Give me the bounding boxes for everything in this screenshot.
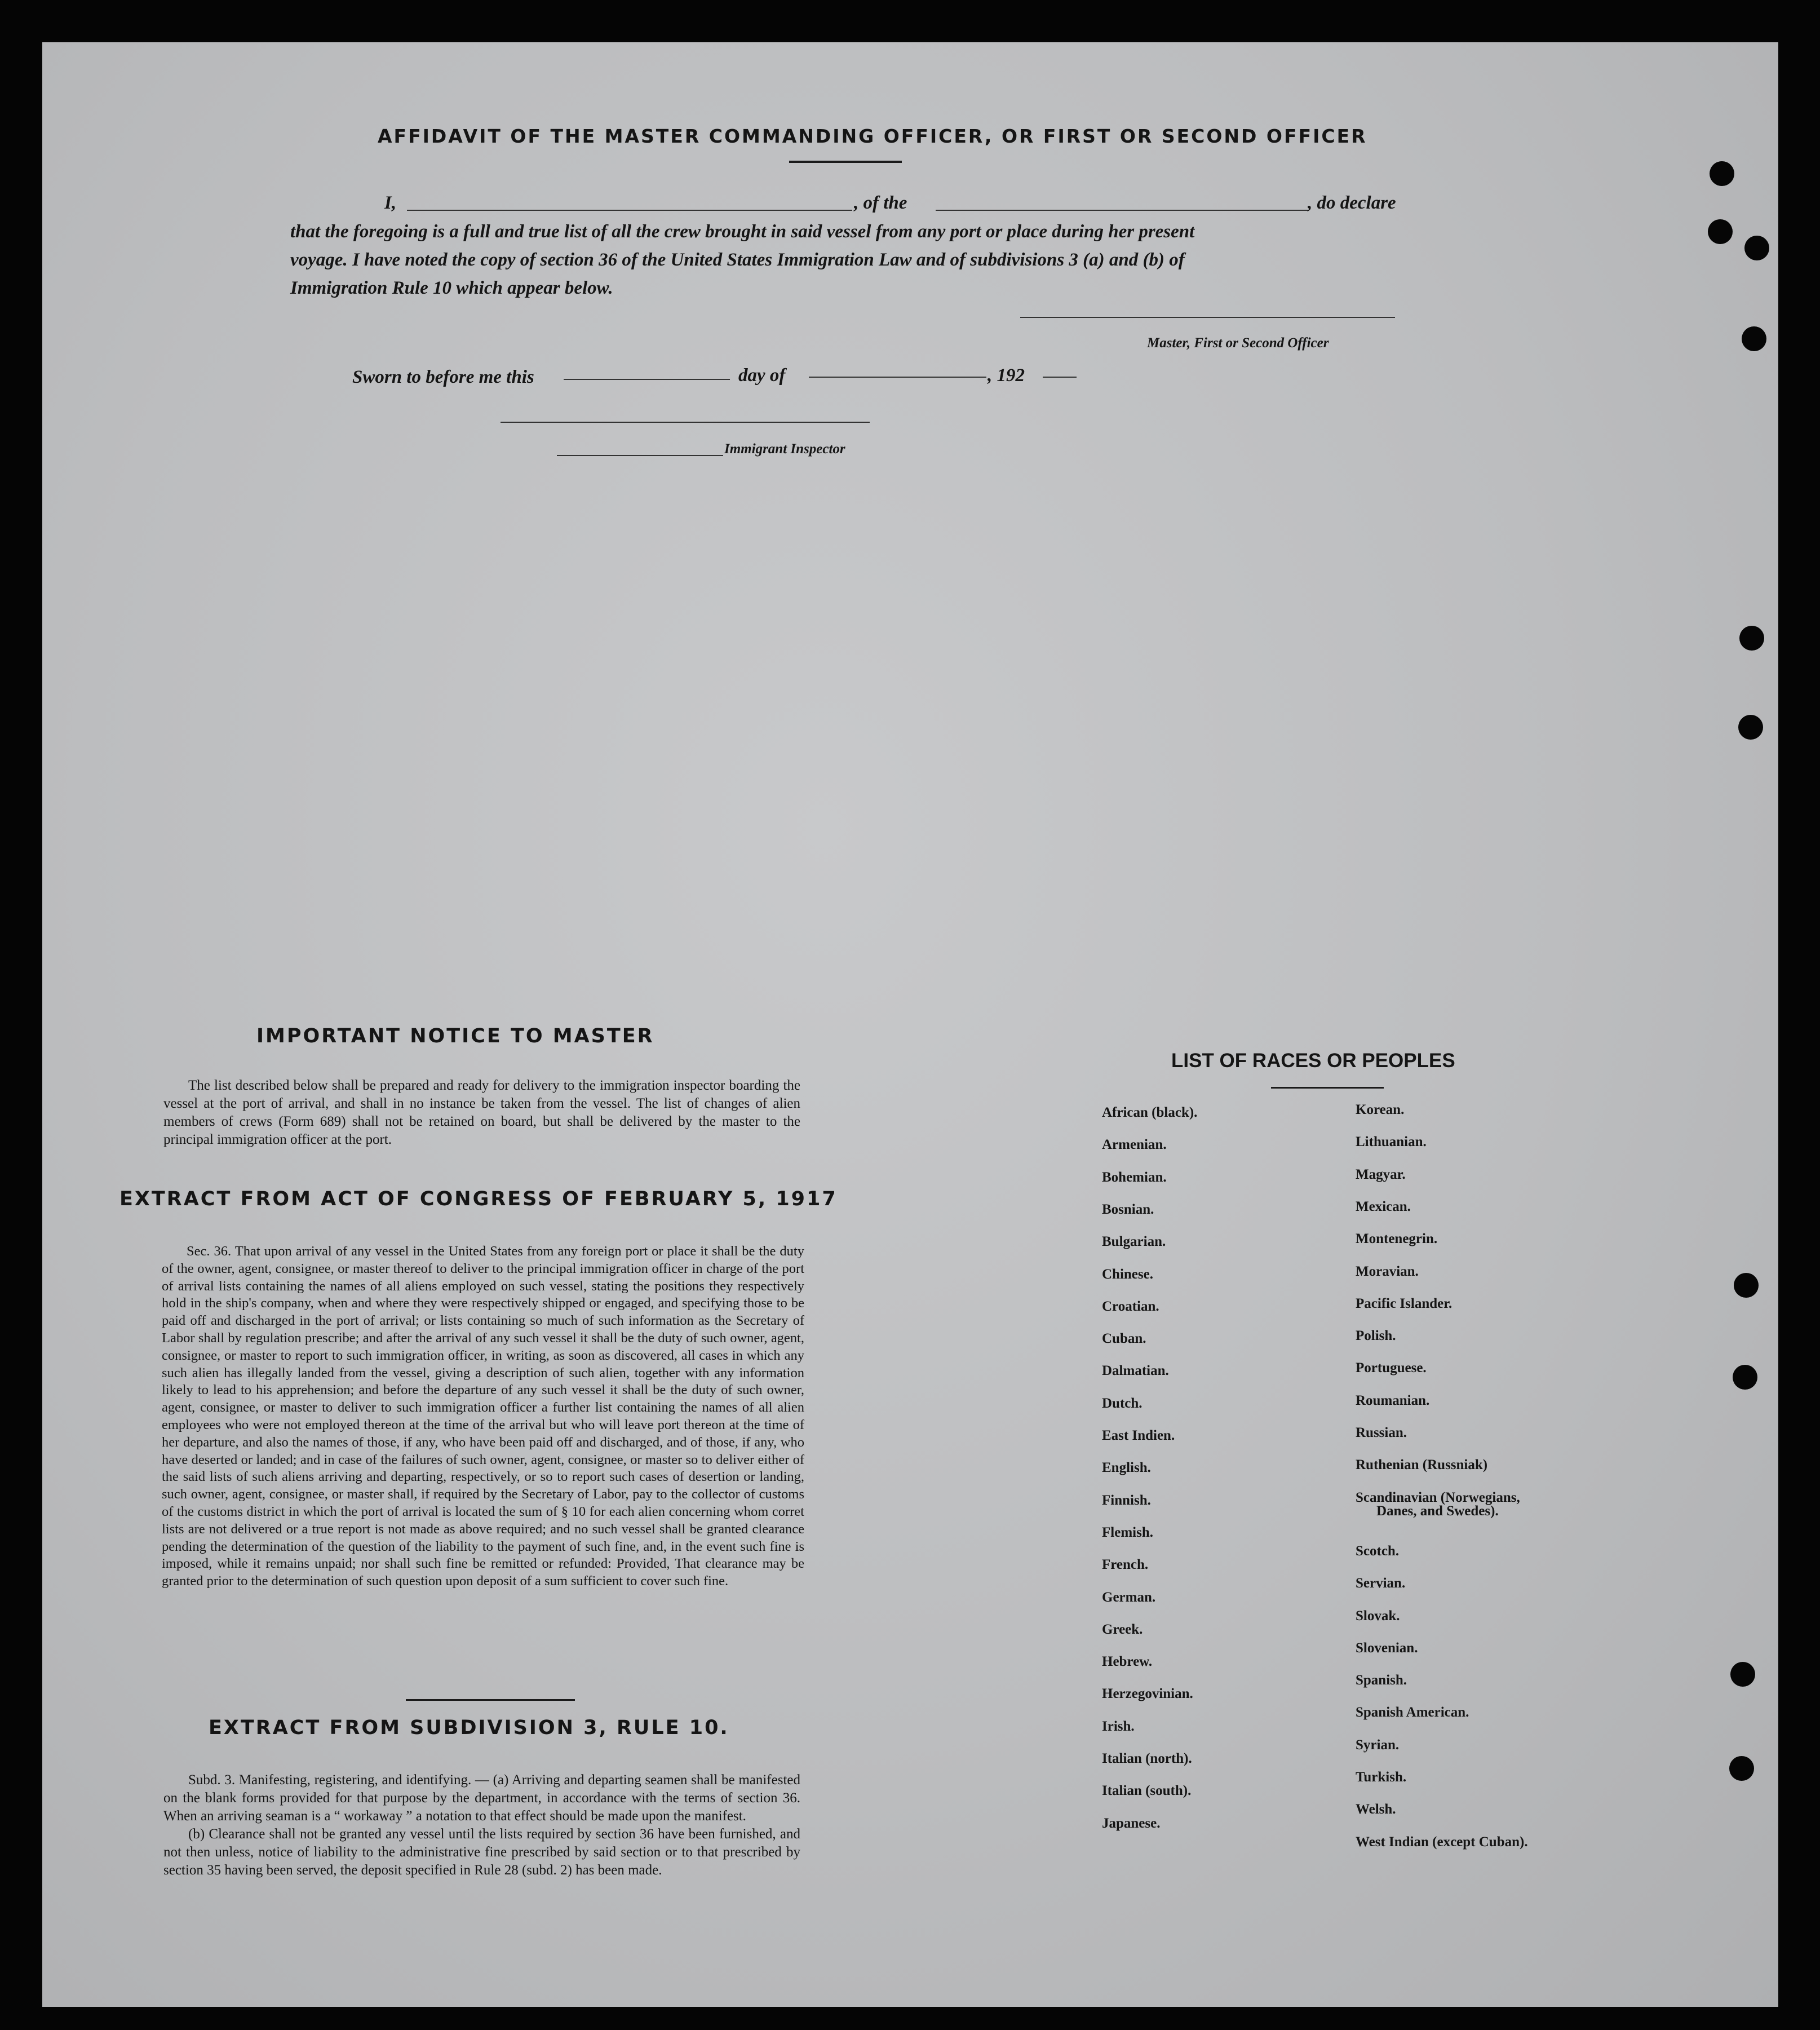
inspector-caption: Immigrant Inspector	[724, 441, 845, 457]
affidavit-line-3: voyage. I have noted the copy of section 36 of the United States Immigration Law and of subdivisions 3 (a) and (b) of	[290, 250, 1185, 270]
vessel-field[interactable]	[936, 210, 1308, 211]
race-item: Lithuanian.	[1356, 1134, 1427, 1150]
race-item: Spanish.	[1356, 1673, 1407, 1688]
races-title: LIST OF RACES OR PEOPLES	[1171, 1050, 1455, 1072]
subdivision-b-text: (b) Clearance shall not be granted any vessel until the lists required by section 36 have been furnished, and not then unless, notice of liability to the administrative fine prescribed by said section or to that prescribed by section 35 having been served, the deposit specified in Rule 28 (subd. 2) has been made.	[163, 1826, 800, 1878]
race-item: Roumanian.	[1356, 1392, 1430, 1408]
race-item: Scotch.	[1356, 1543, 1400, 1559]
races-title-underline	[1271, 1087, 1384, 1089]
extract-rule-body	[163, 1771, 800, 1879]
notice-body	[163, 1077, 800, 1149]
race-item: Spanish American.	[1356, 1705, 1469, 1721]
title-underline	[789, 161, 902, 163]
race-item: Magyar.	[1356, 1166, 1406, 1182]
punch-hole	[1744, 236, 1769, 260]
race-item: German.	[1102, 1589, 1156, 1605]
sworn-label: Sworn to before me this	[352, 367, 534, 387]
affidavit-line-2: that the foregoing is a full and true list of all the crew brought in said vessel from any port or place during her present	[290, 222, 1195, 242]
race-item-continuation: Danes, and Swedes).	[1376, 1503, 1499, 1519]
race-item: Bosnian.	[1102, 1201, 1154, 1217]
race-item: Montenegrin.	[1356, 1231, 1438, 1247]
race-item: Servian.	[1356, 1576, 1406, 1591]
race-item: Ruthenian (Russniak)	[1356, 1457, 1488, 1473]
extract-act-body	[162, 1243, 804, 1590]
race-item: Herzegovinian.	[1102, 1686, 1193, 1702]
affidavit-declare: , do declare	[1308, 193, 1396, 213]
notice-text: The list described below shall be prepared and ready for delivery to the immigration inspector boarding the vessel at the port of arrival, and shall in no instance be taken from the vessel. The list of changes of alien members of crews (Form 689) shall not be retained on board, but shall be delivered by the master to the principal immigration officer at the port.	[163, 1078, 800, 1147]
affidavit-i: I,	[384, 193, 397, 213]
section-divider	[406, 1699, 575, 1701]
race-item: Dalmatian.	[1102, 1363, 1169, 1379]
punch-hole	[1738, 715, 1763, 740]
race-item: English.	[1102, 1460, 1151, 1476]
race-item: Welsh.	[1356, 1802, 1396, 1817]
race-item: Slovenian.	[1356, 1640, 1418, 1656]
race-item: Portuguese.	[1356, 1360, 1427, 1376]
affidavit-line-4: Immigration Rule 10 which appear below.	[290, 278, 613, 298]
race-item: Mexican.	[1356, 1198, 1411, 1214]
race-item: Italian (south).	[1102, 1783, 1192, 1799]
section-36-text: Sec. 36. That upon arrival of any vessel in the United States from any foreign port or place it shall be the duty of the owner, agent, consignee, or master thereof to deliver to the principal immigration officer in charge of the port of arrival lists containing the names of all aliens employed on such vessel, stating the positions they respectively hold in the ship's company, when and where they were respectively shipped or engaged, and specifying those to be paid off and discharged in the port of arrival; or lists containing so much of such information as the Secretary of Labor shall by regulation prescribe; and after the arrival of any such vessel it shall be the duty of such owner, agent, consignee, or master to report to such immigration officer, in writing, as soon as discovered, all cases in which any such alien has illegally landed from the vessel, giving a description of such alien, together with any information likely to lead to his apprehension; and before the departure of any such vessel it shall be the duty of such owner, agent, consignee, or master to deliver to such immigration officer a further list containing the names of all alien employees who were not employed thereon at the time of the arrival but who will leave port thereon at the time of her departure, and also the names of those, if any, who have been paid off and discharged, and of those, if any, who have deserted or landed; and in case of the failures of such owner, agent, consignee, or master so to deliver either of the said lists of such aliens arriving and departing, respectively, or so to report such cases of desertion or landing, such owner, agent, consignee, or master shall, if required by the Secretary of Labor, pay to the collector of customs of the customs district in which the port of arrival is located the sum of § 10 for each alien concerning whom corret lists are not delivered or a true report is not made as above required; and no such vessel shall be granted clearance pending the determination of the question of the liability to the payment of such fine, and, in the event such fine is imposed, while it remains unpaid; nor shall such fine be remitted or refunded: Provided, That clearance may be granted prior to the determination of such question upon deposit of a sum sufficient to cover such fine.	[162, 1244, 804, 1589]
race-item: Syrian.	[1356, 1737, 1400, 1753]
punch-hole	[1734, 1273, 1759, 1298]
race-item: Turkish.	[1356, 1770, 1407, 1785]
sworn-year: , 192	[988, 365, 1025, 386]
race-item: Hebrew.	[1102, 1654, 1153, 1670]
race-item: Dutch.	[1102, 1395, 1143, 1411]
race-item: Scandinavian (Norwegians,	[1356, 1489, 1520, 1505]
extract-act-title: EXTRACT FROM ACT OF CONGRESS OF FEBRUARY 5, 1917	[119, 1188, 838, 1210]
subdivision-a-text: Subd. 3. Manifesting, registering, and identifying. — (a) Arriving and departing seamen shall be manifested on the blank forms provided for that purpose by the department, in accordance with the terms of section 36. When an arriving seaman is a “ workaway ” a notation to that effect should be made upon the manifest.	[163, 1772, 800, 1824]
race-item: Cuban.	[1102, 1331, 1146, 1347]
punch-hole	[1708, 219, 1733, 244]
affidavit-of-the: , of the	[854, 193, 907, 213]
extract-rule-title: EXTRACT FROM SUBDIVISION 3, RULE 10.	[209, 1717, 729, 1739]
race-item: Japanese.	[1102, 1815, 1161, 1831]
signature-field[interactable]	[1020, 317, 1395, 318]
punch-hole	[1739, 626, 1764, 651]
punch-hole	[1742, 326, 1766, 351]
sworn-day-of: day of	[738, 365, 786, 386]
race-item: Russian.	[1356, 1425, 1407, 1440]
sworn-day-field[interactable]	[564, 379, 730, 380]
race-item: Irish.	[1102, 1718, 1135, 1734]
notice-title: IMPORTANT NOTICE TO MASTER	[256, 1025, 654, 1047]
name-field[interactable]	[407, 210, 852, 211]
race-item: Korean.	[1356, 1102, 1405, 1117]
signature-caption: Master, First or Second Officer	[1147, 335, 1329, 351]
race-item: Bohemian.	[1102, 1169, 1167, 1185]
race-item: Italian (north).	[1102, 1751, 1192, 1766]
sworn-year-field[interactable]	[1043, 377, 1077, 378]
race-item: West Indian (except Cuban).	[1356, 1834, 1528, 1850]
inspector-name-field[interactable]	[557, 455, 723, 456]
race-item: African (black).	[1102, 1105, 1198, 1120]
race-item: Slovak.	[1356, 1608, 1400, 1624]
punch-hole	[1729, 1756, 1754, 1781]
sworn-month-field[interactable]	[809, 377, 986, 378]
race-item: Polish.	[1356, 1328, 1396, 1344]
race-item: East Indien.	[1102, 1428, 1175, 1443]
punch-hole	[1733, 1365, 1757, 1390]
race-item: Bulgarian.	[1102, 1234, 1166, 1250]
race-item: Pacific Islander.	[1356, 1295, 1453, 1311]
race-item: Flemish.	[1102, 1524, 1153, 1540]
race-item: French.	[1102, 1557, 1149, 1573]
punch-hole	[1730, 1662, 1755, 1687]
race-item: Greek.	[1102, 1621, 1143, 1637]
race-item: Armenian.	[1102, 1137, 1167, 1153]
race-item: Chinese.	[1102, 1266, 1153, 1282]
inspector-signature-field[interactable]	[501, 422, 870, 423]
race-item: Moravian.	[1356, 1263, 1419, 1279]
punch-hole	[1710, 161, 1734, 186]
race-item: Croatian.	[1102, 1298, 1159, 1314]
race-item: Finnish.	[1102, 1492, 1151, 1508]
affidavit-title: AFFIDAVIT OF THE MASTER COMMANDING OFFICER, OR FIRST OR SECOND OFFICER	[378, 125, 1367, 147]
